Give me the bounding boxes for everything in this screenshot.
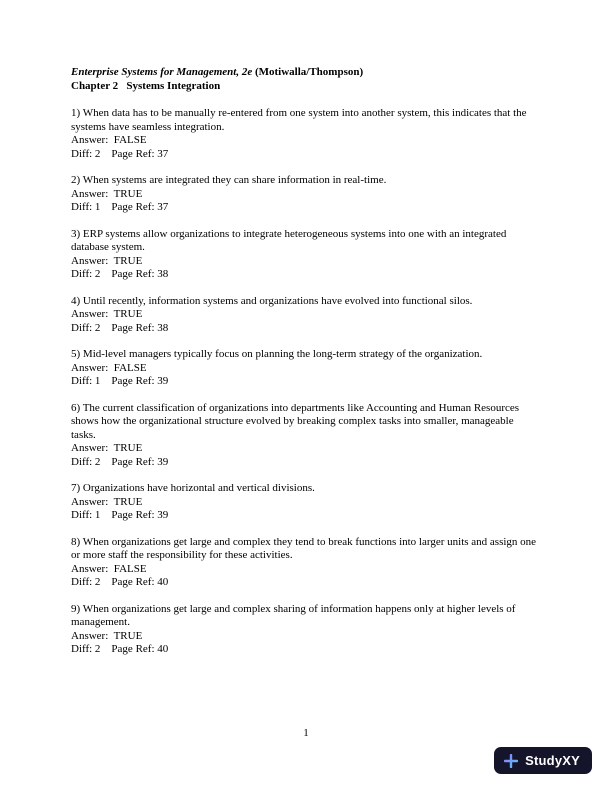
question-block-8 xyxy=(71,536,541,590)
book-title-authors: (Motiwalla/Thompson) xyxy=(252,66,364,78)
question-block-9 xyxy=(71,603,541,657)
diff-line: Diff: 2 Page Ref: 39 xyxy=(71,455,169,468)
document-content xyxy=(71,66,541,670)
page-number: 1 xyxy=(303,727,309,739)
question-text: 2) When systems are integrated they can share information in real-time. xyxy=(71,174,387,186)
question-text: 1) When data has to be manually re-entered from one system into another system, this indicates that the systems have seamless integration. xyxy=(71,107,527,133)
answer-line: Answer: FALSE xyxy=(71,134,147,146)
question-block-2 xyxy=(71,174,541,215)
diff-line: Diff: 2 Page Ref: 38 xyxy=(71,268,169,280)
answer-line: Answer: TRUE xyxy=(71,254,143,267)
answer-line: Answer: FALSE xyxy=(71,562,147,575)
diff-line: Diff: 1 Page Ref: 39 xyxy=(71,375,169,387)
chapter-heading: Chapter 2 Systems Integration xyxy=(71,79,221,92)
question-block-5 xyxy=(71,348,541,389)
diff-line: Diff: 2 Page Ref: 40 xyxy=(71,576,169,588)
document-header xyxy=(71,66,541,93)
diff-line: Diff: 2 Page Ref: 40 xyxy=(71,643,169,655)
book-title xyxy=(71,66,541,80)
answer-line: Answer: TRUE xyxy=(71,187,143,200)
diff-line: Diff: 1 Page Ref: 37 xyxy=(71,201,169,213)
question-block-4 xyxy=(71,295,541,336)
question-block-3 xyxy=(71,228,541,282)
plus-icon xyxy=(504,754,518,768)
question-block-1 xyxy=(71,107,541,161)
book-title-italic: Enterprise Systems for Management, 2e xyxy=(71,66,253,78)
question-text: 8) When organizations get large and complex they tend to break functions into larger units and assign one or more staff the responsibility for these activities. xyxy=(71,535,537,561)
diff-line: Diff: 2 Page Ref: 37 xyxy=(71,147,169,160)
question-block-6 xyxy=(71,402,541,470)
answer-line: Answer: TRUE xyxy=(71,495,143,508)
diff-line: Diff: 1 Page Ref: 39 xyxy=(71,509,169,521)
question-text: 4) Until recently, information systems and organizations have evolved into functional silos. xyxy=(71,294,473,307)
answer-line: Answer: TRUE xyxy=(71,629,143,642)
question-text: 9) When organizations get large and complex sharing of information happens only at higher levels of management. xyxy=(71,602,516,628)
question-text: 5) Mid-level managers typically focus on planning the long-term strategy of the organization. xyxy=(71,348,483,360)
answer-line: Answer: FALSE xyxy=(71,361,147,374)
question-block-7 xyxy=(71,482,541,523)
diff-line: Diff: 2 Page Ref: 38 xyxy=(71,321,169,334)
answer-line: Answer: TRUE xyxy=(71,308,143,320)
logo-text: StudyXY xyxy=(525,752,580,768)
question-text: 3) ERP systems allow organizations to integrate heterogeneous systems into one with an integrated database system. xyxy=(71,227,507,253)
studyxy-logo xyxy=(494,747,592,774)
question-text: 6) The current classification of organizations into departments like Accounting and Human Resources shows how the organizational structure evolved by breaking complex tasks into smaller, manageable tasks. xyxy=(71,401,520,441)
answer-line: Answer: TRUE xyxy=(71,442,143,454)
question-text: 7) Organizations have horizontal and vertical divisions. xyxy=(71,482,315,494)
